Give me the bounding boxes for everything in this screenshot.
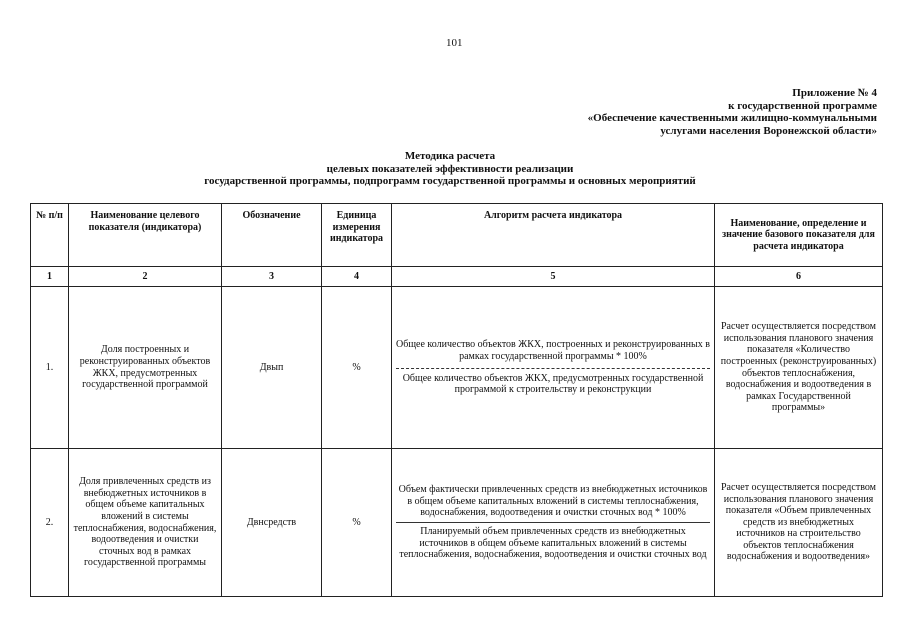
- base-indicator-description: Расчет осуществляется посредством использования планового значения показателя «Объем привлеченных средств из внебюджетных источников на строительство объектов теплоснабжения водоснабжения и водоотведения»: [715, 449, 883, 597]
- appendix-line: к государственной программе: [728, 99, 877, 112]
- indicator-name: Доля построенных и реконструированных объектов ЖКХ, предусмотренных государственной программой: [69, 287, 222, 449]
- appendix-header: [457, 87, 877, 137]
- indicator-name: Доля привлеченных средств из внебюджетных источников в общем объеме капитальных вложений в системы теплоснабжения, водоснабжения, водоотведения и очистки сточных вод в рамках государственной программы: [69, 449, 222, 597]
- header-algorithm: Алгоритм расчета индикатора: [392, 204, 715, 267]
- column-number: 2: [69, 267, 222, 287]
- header-num: № п/п: [31, 204, 69, 267]
- header-symbol: Обозначение: [222, 204, 322, 267]
- table-row: [31, 287, 883, 449]
- formula-denominator: Планируемый объем привлеченных средств из внебюджетных источников в общем объеме капитальных вложений в системы теплоснабжения, водоснабжения, водоотведения и очистки сточных вод: [399, 526, 707, 561]
- appendix-line: «Обеспечение качественными жилищно-коммунальными: [587, 112, 877, 124]
- algorithm-formula: [392, 449, 715, 597]
- formula-numerator: Объем фактически привлеченных средств из внебюджетных источников в общем объеме капитальных вложений в системы теплоснабжения, водоснабжения, водоотведения и очистки сточных вод * 100%: [398, 484, 708, 519]
- column-number: 3: [222, 267, 322, 287]
- column-number: 5: [392, 267, 715, 287]
- header-unit: Единица измерения индикатора: [322, 204, 392, 267]
- appendix-line: услугами населения Воронежской области»: [660, 124, 877, 137]
- row-number: 2.: [31, 449, 69, 597]
- appendix-line: Приложение № 4: [792, 87, 877, 99]
- fraction-line: [396, 522, 710, 523]
- algorithm-formula: [392, 287, 715, 449]
- formula-denominator: Общее количество объектов ЖКХ, предусмотренных государственной программой к строительству и реконструкции: [402, 372, 704, 396]
- table-header-row: [31, 204, 883, 267]
- column-number: 6: [715, 267, 883, 287]
- indicator-symbol: Двнсредств: [222, 449, 322, 597]
- formula-numerator: Общее количество объектов ЖКХ, построенных и реконструированных в рамках государственной программы * 100%: [396, 339, 710, 362]
- title-line: целевых показателей эффективности реализации: [326, 162, 574, 175]
- column-number-row: [31, 267, 883, 287]
- title-line: государственной программы, подпрограмм государственной программы и основных мероприятий: [204, 175, 696, 187]
- page-number: 101: [446, 37, 463, 49]
- column-number: 1: [31, 267, 69, 287]
- table-row: [31, 449, 883, 597]
- header-indicator-name: Наименование целевого показателя (индикатора): [69, 204, 222, 267]
- base-indicator-description: Расчет осуществляется посредством использования планового значения показателя «Количество построенных (реконструированных) объектов теплоснабжения, водоснабжения и водоотведения в рамках Государственной программы»: [715, 287, 883, 449]
- indicator-symbol: Двып: [222, 287, 322, 449]
- row-number: 1.: [31, 287, 69, 449]
- title-line: Методика расчета: [404, 150, 496, 162]
- indicator-unit: %: [322, 287, 392, 449]
- document-title: [150, 150, 750, 188]
- indicator-unit: %: [322, 449, 392, 597]
- header-base-indicator: Наименование, определение и значение базового показателя для расчета индикатора: [715, 204, 883, 267]
- column-number: 4: [322, 267, 392, 287]
- indicators-table: [30, 203, 883, 597]
- fraction-line: [396, 368, 710, 369]
